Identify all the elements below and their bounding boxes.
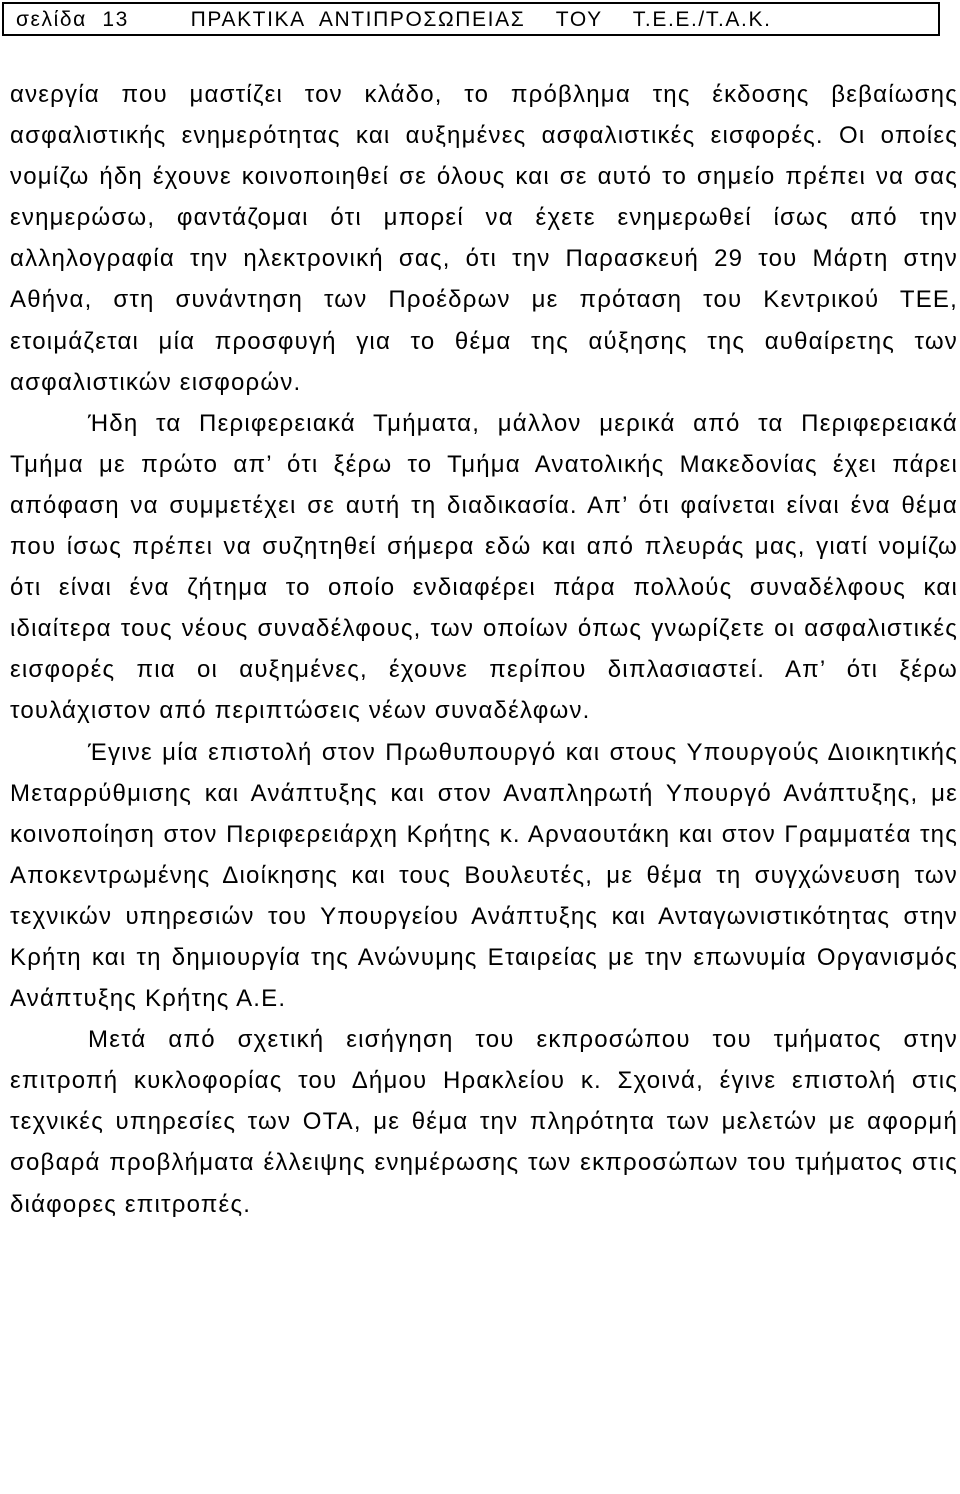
paragraph-3: Έγινε μία επιστολή στον Πρωθυπουργό και στους Υπουργούς Διοικητικής Μεταρρύθμισης και Ανάπτυξης και στον Αναπληρωτή Υπουργό Ανάπτυξης, με κοινοποίηση στον Περιφερειάρχη Κρήτης κ. Αρναουτάκη και στον Γραμματέα της Αποκεντρωμένης Διοίκησης και τους Βουλευτές, με θέμα τη συγχώνευση των τεχνικών υπηρεσιών του Υπουργείου Ανάπτυξης και Ανταγωνιστικότητας στην Κρήτη και τη δημιουργία της Ανώνυμης Εταιρείας με την επωνυμία Οργανισμός Ανάπτυξης Κρήτης Α.Ε. xyxy=(10,738,958,1013)
document-body xyxy=(10,74,958,1225)
paragraph-1: ανεργία που μαστίζει τον κλάδο, το πρόβλημα της έκδοσης βεβαίωσης ασφαλιστικής ενημερότητας και αυξημένες ασφαλιστικές εισφορές. Οι οποίες νομίζω ήδη έχουνε κοινοποιηθεί σε όλους και σε αυτό το σημείο πρέπει να σας ενημερώσω, φαντάζομαι ότι μπορεί να έχετε ενημερωθεί ίσως από την αλληλογραφία την ηλεκτρονική σας, ότι την Παρασκευή 29 του Μάρτη στην Αθήνα, στη συνάντηση των Προέδρων με πρόταση του Κεντρικού ΤΕΕ, ετοιμάζεται μία προσφυγή για το θέμα της αύξησης της αυθαίρετης των ασφαλιστικών εισφορών. xyxy=(10,81,958,396)
paragraph-4: Μετά από σχετική εισήγηση του εκπροσώπου του τμήματος στην επιτροπή κυκλοφορίας του Δήμου Ηρακλείου κ. Σχοινά, έγινε επιστολή στις τεχνικές υπηρεσίες των ΟΤΑ, με θέμα την πληρότητα των μελετών με αφορμή σοβαρά προβλήματα έλλειψης ενημέρωσης των εκπροσώπων του τμήματος στις διάφορες επιτροπές. xyxy=(10,1026,958,1218)
header-text: σελίδα 13 ΠΡΑΚΤΙΚΑ ΑΝΤΙΠΡΟΣΩΠΕΙΑΣ ΤΟΥ Τ.Ε.Ε./Τ.Α.Κ. xyxy=(16,8,772,31)
page-header xyxy=(2,2,940,36)
paragraph-2: Ήδη τα Περιφερειακά Τμήματα, μάλλον μερικά από τα Περιφερειακά Τμήμα με πρώτο απ’ ότι ξέρω το Τμήμα Ανατολικής Μακεδονίας έχει πάρει απόφαση να συμμετέχει σε αυτή τη διαδικασία. Απ’ ότι φαίνεται είναι ένα θέμα που ίσως πρέπει να συζητηθεί σήμερα εδώ και από πλευράς μας, γιατί νομίζω ότι είναι ένα ζήτημα το οποίο ενδιαφέρει πάρα πολλούς συναδέλφους και ιδιαίτερα τους νέους συναδέλφους, των οποίων όπως γνωρίζετε οι ασφαλιστικές εισφορές πια οι αυξημένες, έχουνε περίπου διπλασιαστεί. Απ’ ότι ξέρω τουλάχιστον από περιπτώσεις νέων συναδέλφων. xyxy=(10,409,958,725)
